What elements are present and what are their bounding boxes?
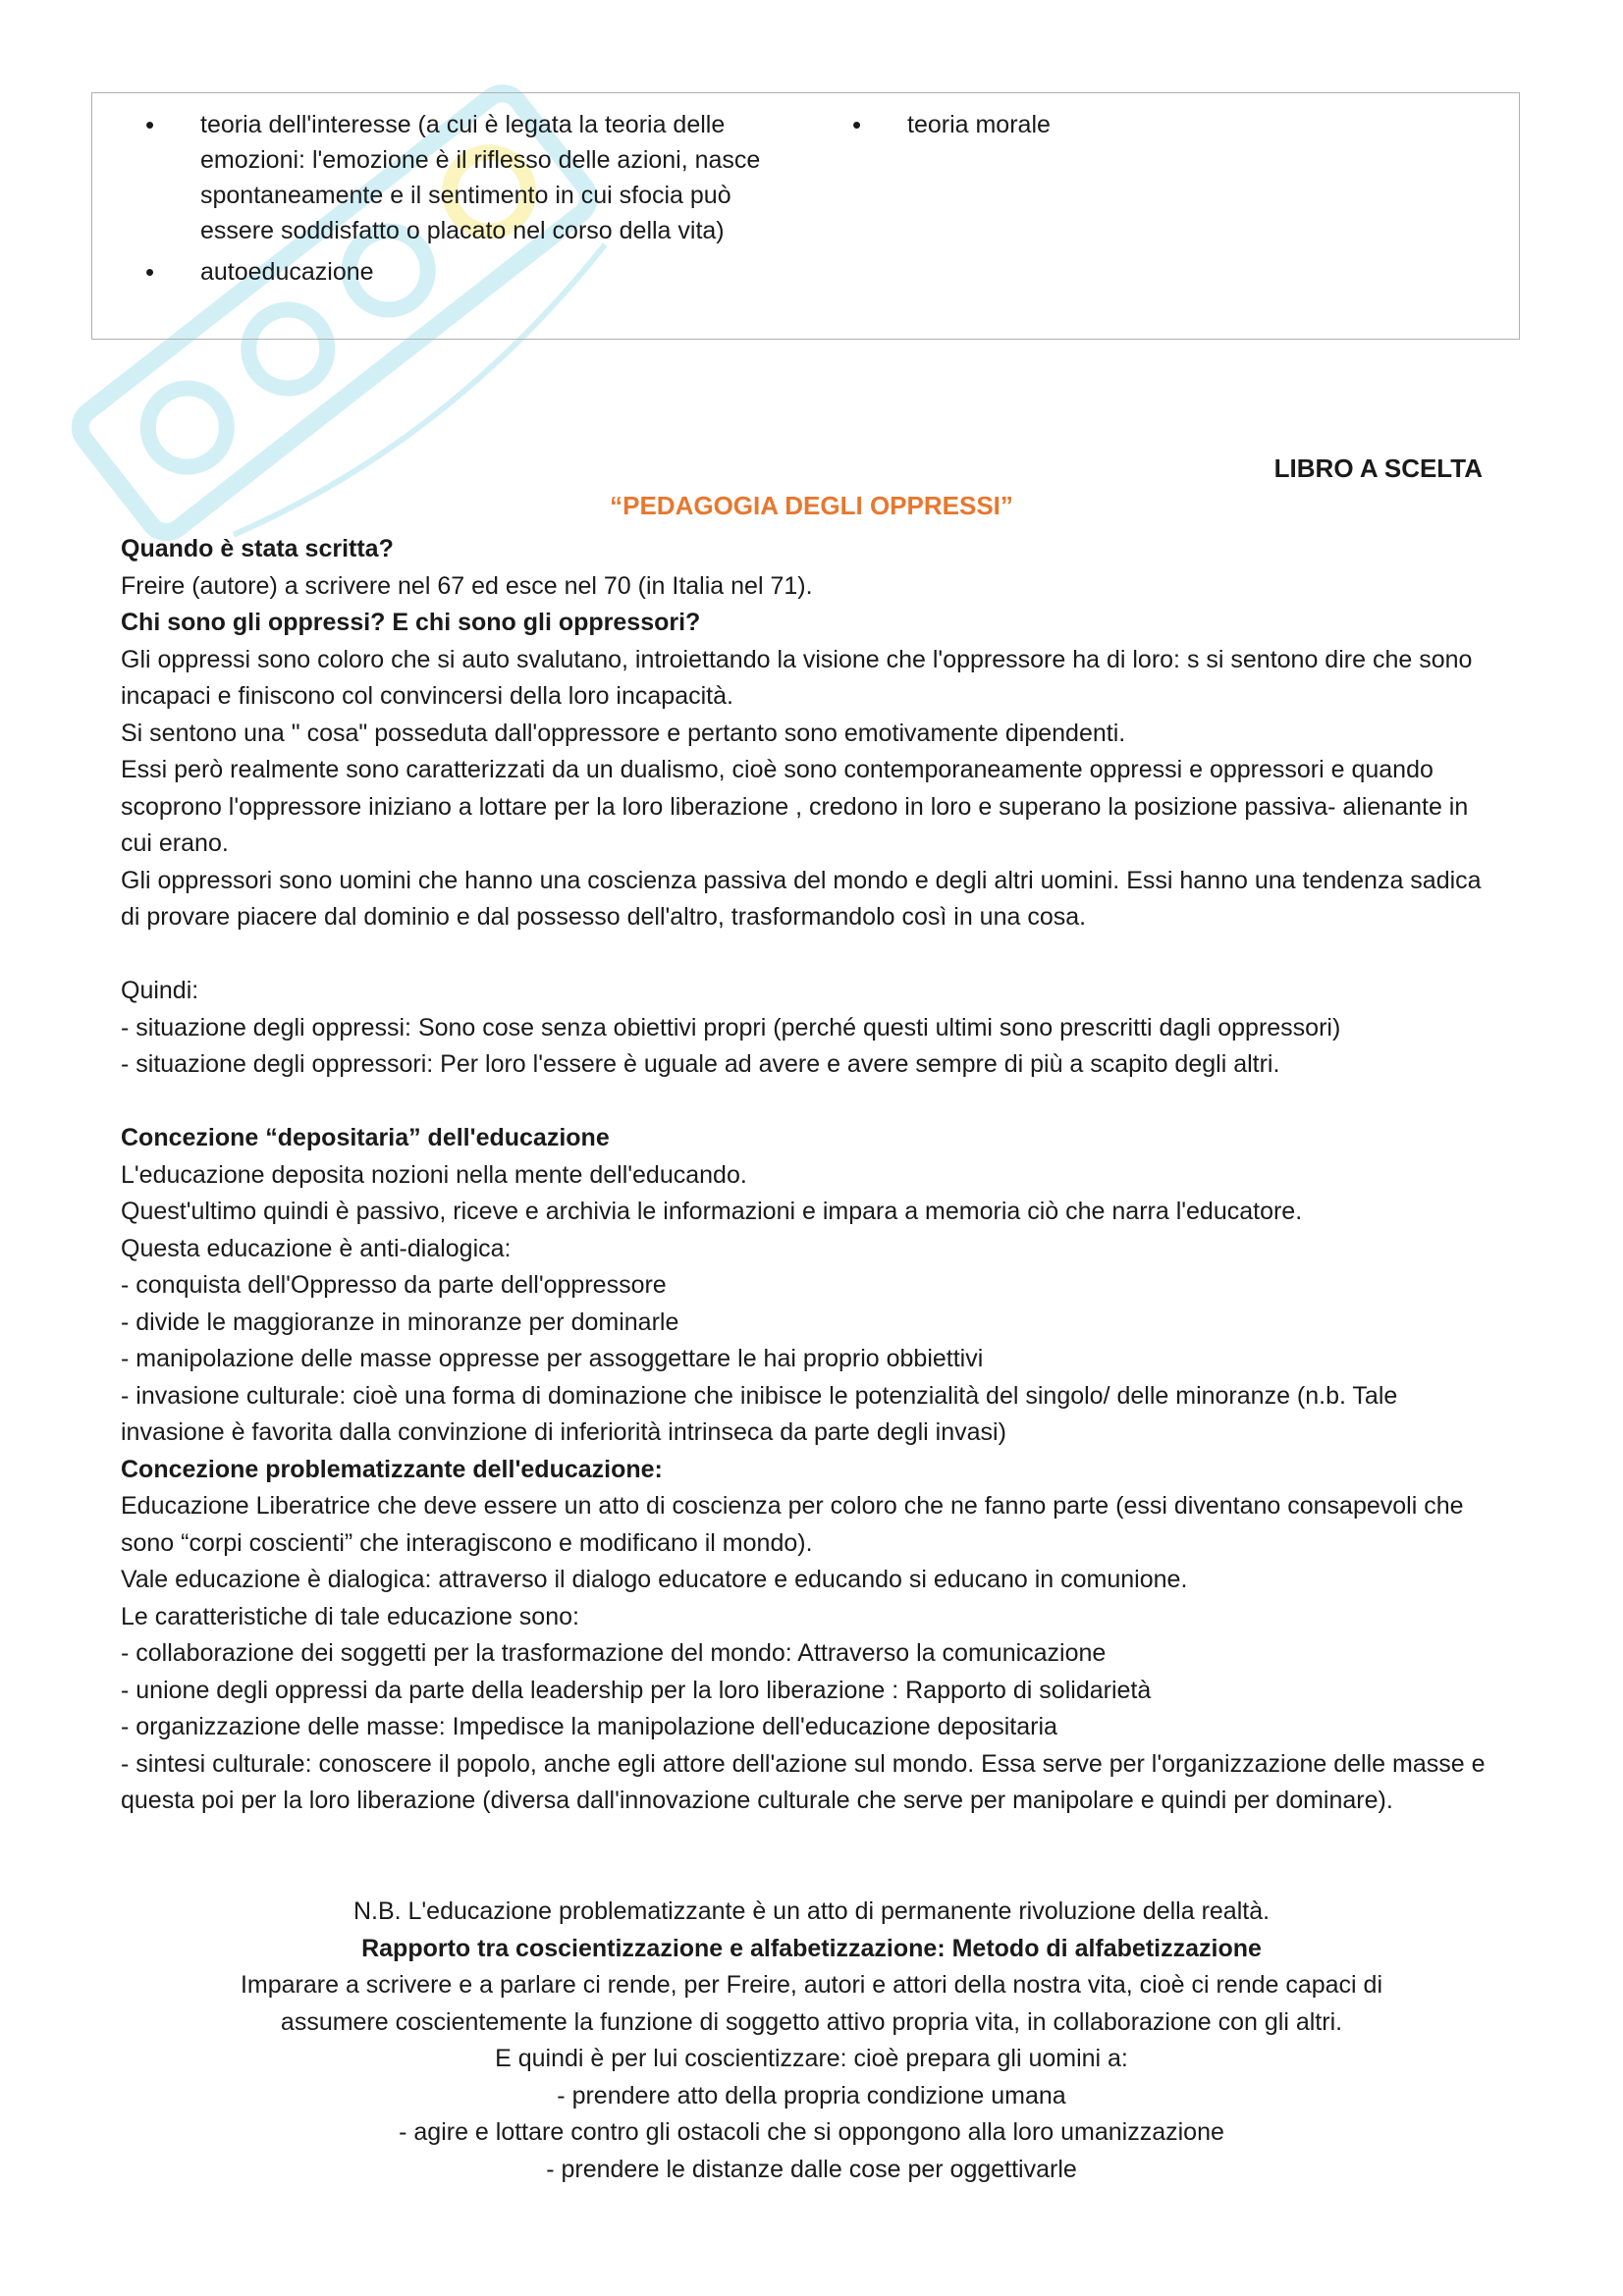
list-item: - sintesi culturale: conoscere il popolo, anche egli attore dell'azione sul mondo. Essa serve per l'organizzazione delle masse e questa poi per la loro liberazione (diversa dall'innovazione culturale che serve per manipolare e quindi per dominare).: [121, 1749, 1486, 1814]
paragraph: Vale educazione è dialogica: attraverso il dialogo educatore e educando si educano in comunione.: [121, 1566, 1188, 1593]
list-item: - agire e lottare contro gli ostacoli che si oppongono alla loro umanizzazione: [399, 2118, 1224, 2146]
list-item: - unione degli oppressi da parte della leadership per la loro liberazione : Rapporto di solidarietà: [121, 1676, 1152, 1704]
paragraph: Questa educazione è anti-dialogica:: [121, 1234, 512, 1262]
question-heading: Quando è stata scritta?: [121, 535, 394, 562]
paragraph: Si sentono una " cosa" posseduta dall'oppressore e pertanto sono emotivamente dipendenti.: [121, 719, 1126, 747]
list-item: - collaborazione dei soggetti per la trasformazione del mondo: Attraverso la comunicazione: [121, 1639, 1107, 1667]
paragraph: Imparare a scrivere e a parlare ci rende, per Freire, autori e attori della nostra vita, cioè ci rende capaci di: [240, 1971, 1383, 1999]
paragraph: Gli oppressori sono uomini che hanno una coscienza passiva del mondo e degli altri uomini. Essi hanno una tendenza sadica di provare piacere dal dominio e dal possesso dell'altro, trasformandolo così in una cosa.: [121, 866, 1482, 931]
paragraph: Freire (autore) a scrivere nel 67 ed esce nel 70 (in Italia nel 71).: [121, 571, 813, 600]
list-item: - prendere atto della propria condizione umana: [557, 2081, 1066, 2109]
list-item: - prendere le distanze dalle cose per oggettivarle: [546, 2155, 1077, 2183]
note: N.B. L'educazione problematizzante è un atto di permanente rivoluzione della realtà.: [352, 1897, 1271, 1925]
document-body: [121, 531, 1495, 1820]
page-title: “PEDAGOGIA DEGLI OPPRESSI”: [610, 491, 1013, 520]
table-left-column: [92, 107, 839, 290]
list-item: - invasione culturale: cioè una forma di dominazione che inibisce le potenzialità del singolo/ delle minoranze (n.b. Tale invasione è favorita dalla convinzione di inferiorità intrinseca da parte degli invasi): [121, 1381, 1398, 1446]
list-item: - conquista dell'Oppresso da parte dell'oppressore: [121, 1271, 667, 1299]
list-item: - situazione degli oppressori: Per loro l'essere è uguale ad avere e avere sempre di più a scapito degli altri.: [121, 1050, 1280, 1078]
list-item: • autoeducazione: [92, 254, 789, 290]
list-item: - manipolazione delle masse oppresse per assoggettare le hai proprio obbiettivi: [121, 1345, 984, 1372]
centered-section: [0, 1894, 1623, 2188]
paragraph: Gli oppressi sono coloro che si auto svalutano, introiettando la visione che l'oppressore ha di loro: s si sentono dire che sono incapaci e finiscono col convincersi della loro incapacità.: [121, 645, 1473, 710]
section-heading: Concezione “depositaria” dell'educazione: [121, 1124, 610, 1151]
paragraph: Quest'ultimo quindi è passivo, riceve e archivia le informazioni e impara a memoria ciò che narra l'educatore.: [121, 1198, 1303, 1225]
paragraph: assumere coscientemente la funzione di soggetto attivo propria vita, in collaborazione con gli altri.: [280, 2007, 1343, 2036]
list-item: - situazione degli oppressi: Sono cose senza obiettivi propri (perché questi ultimi sono prescritti dagli oppressori): [121, 1013, 1341, 1041]
spacer: [121, 936, 1495, 974]
paragraph: Educazione Liberatrice che deve essere un atto di coscienza per coloro che ne fanno parte (essi diventano consapevoli che sono “corpi coscienti” che interagiscono e modificano il mondo).: [121, 1492, 1464, 1557]
section-label: LIBRO A SCELTA: [1273, 454, 1483, 483]
section-heading: Rapporto tra coscientizzazione e alfabetizzazione: Metodo di alfabetizzazione: [361, 1934, 1262, 1962]
list-item: • teoria morale: [799, 107, 1487, 142]
paragraph: Le caratteristiche di tale educazione sono:: [121, 1602, 579, 1630]
paragraph: Essi però realmente sono caratterizzati da un dualismo, cioè sono contemporaneamente oppressi e oppressori e quando scoprono l'oppressore iniziano a lottare per la loro liberazione , credono in loro e superano la posizione passiva- alienante in cui erano.: [121, 756, 1469, 857]
question-heading: Chi sono gli oppressi? E chi sono gli oppressori?: [121, 609, 701, 636]
list-item: - organizzazione delle masse: Impedisce la manipolazione dell'educazione depositaria: [121, 1713, 1057, 1740]
paragraph: E quindi è per lui coscientizzare: cioè prepara gli uomini a:: [495, 2045, 1128, 2072]
list-item: • teoria dell'interesse (a cui è legata la teoria delle emozioni: l'emozione è il riflesso delle azioni, nasce spontaneamente e il sentimento in cui sfocia può essere soddisfatto o placato nel corso della vita): [92, 107, 789, 248]
list-item: - divide le maggioranze in minoranze per dominarle: [121, 1308, 679, 1336]
topic-table: [91, 92, 1520, 340]
section-heading: Concezione problematizzante dell'educazione:: [121, 1455, 663, 1483]
spacer: [121, 1084, 1495, 1121]
paragraph: Quindi:: [121, 977, 199, 1004]
paragraph: L'educazione deposita nozioni nella mente dell'educando.: [121, 1160, 747, 1189]
table-right-column: [799, 107, 1487, 142]
